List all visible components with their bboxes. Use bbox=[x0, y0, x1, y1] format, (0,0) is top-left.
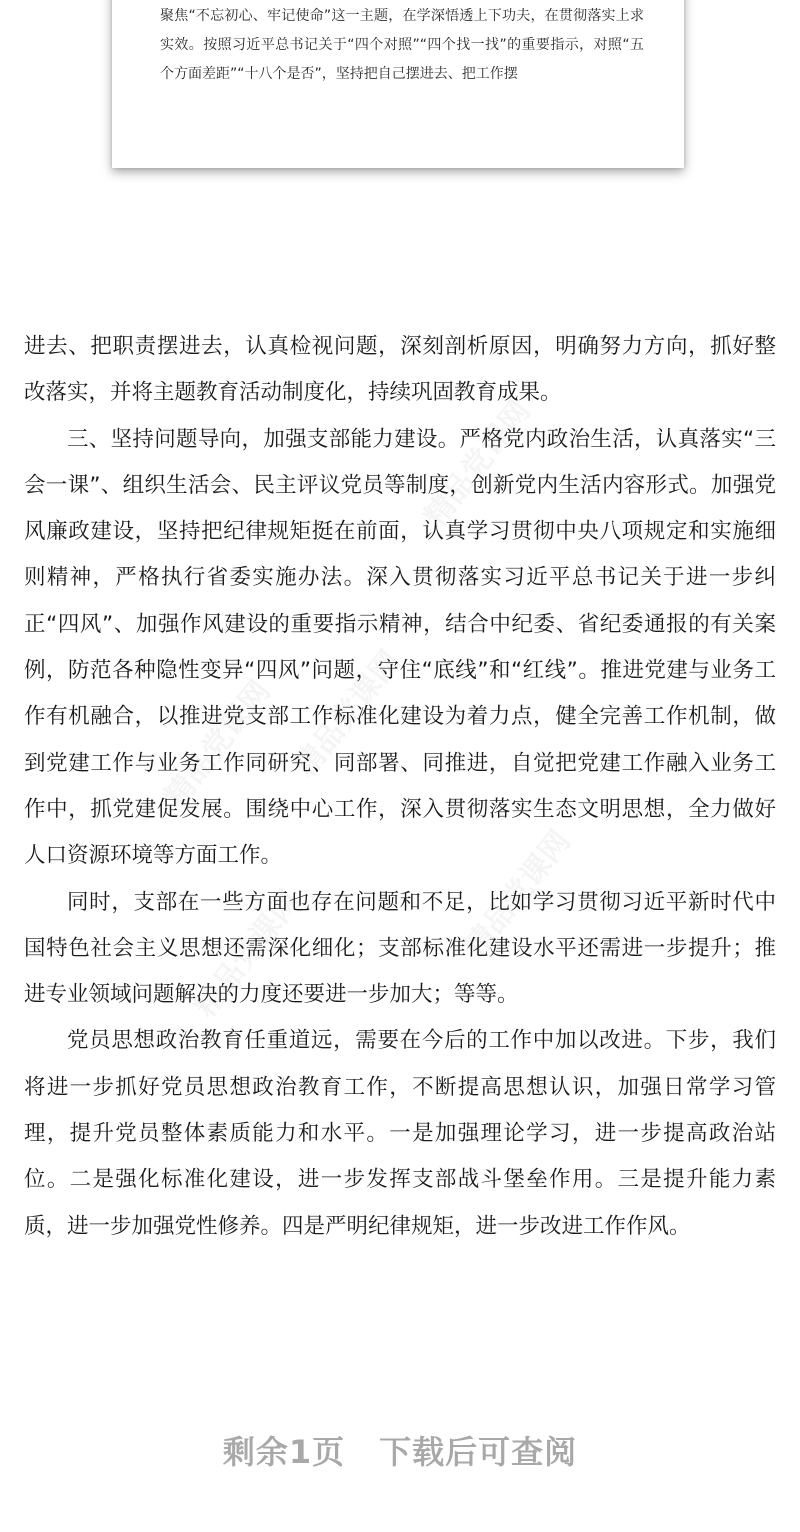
paragraph-next-steps: 党员思想政治教育任重道远，需要在今后的工作中加以改进。下步，我们将进一步抓好党员思想政治教育工作，不断提高思想认识，加强日常学习管理，提升党员整体素质能力和水平。一是加强理论学习，进一步提高政治站位。二是强化标准化建设，进一步发挥支部战斗堡垒作用。三是提升能力素质，进一步加强党性修养。四是严明纪律规矩，进一步改进工作作风。 bbox=[24, 1028, 776, 1239]
download-to-view-label: 下载后可查阅 bbox=[379, 1433, 578, 1471]
remaining-pages-label: 剩余1页 bbox=[222, 1433, 346, 1471]
download-prompt[interactable] bbox=[0, 1427, 800, 1473]
preview-page-text: 聚焦“不忘初心、牢记使命”这一主题，在学深悟透上下功夫，在贯彻落实上求实效。按照习近平总书记关于“四个对照”“四个找一找”的重要指示，对照“五个方面差距”“十八个是否”，坚持把自己摆进去、把工作摆 bbox=[160, 8, 644, 82]
paragraph-section-three: 三、坚持问题导向，加强支部能力建设。严格党内政治生活，认真落实“三会一课”、组织生活会、民主评议党员等制度，创新党内生活内容形式。加强党风廉政建设，坚持把纪律规矩挺在前面，认真学习贯彻中央八项规定和实施细则精神，严格执行省委实施办法。深入贯彻落实习近平总书记关于进一步纠正“四风”、加强作风建设的重要指示精神，结合中纪委、省纪委通报的有关案例，防范各种隐性变异“四风”问题，守住“底线”和“红线”。推进党建与业务工作有机融合，以推进党支部工作标准化建设为着力点，健全完善工作机制，做到党建工作与业务工作同研究、同部署、同推进，自觉把党建工作融入业务工作中，抓党建促发展。围绕中心工作，深入贯彻落实生态文明思想，全力做好人口资源环境等方面工作。 bbox=[24, 426, 776, 869]
document-body bbox=[24, 324, 776, 1250]
paragraph-continuation: 进去、把职责摆进去，认真检视问题，深刻剖析原因，明确努力方向，抓好整改落实，并将主题教育活动制度化，持续巩固教育成果。 bbox=[24, 334, 776, 406]
preview-page-card bbox=[112, 0, 684, 168]
paragraph-shortcomings: 同时，支部在一些方面也存在问题和不足，比如学习贯彻习近平新时代中国特色社会主义思想还需深化细化；支部标准化建设水平还需进一步提升；推进专业领域问题解决的力度还要进一步加大；等等。 bbox=[24, 889, 776, 1008]
